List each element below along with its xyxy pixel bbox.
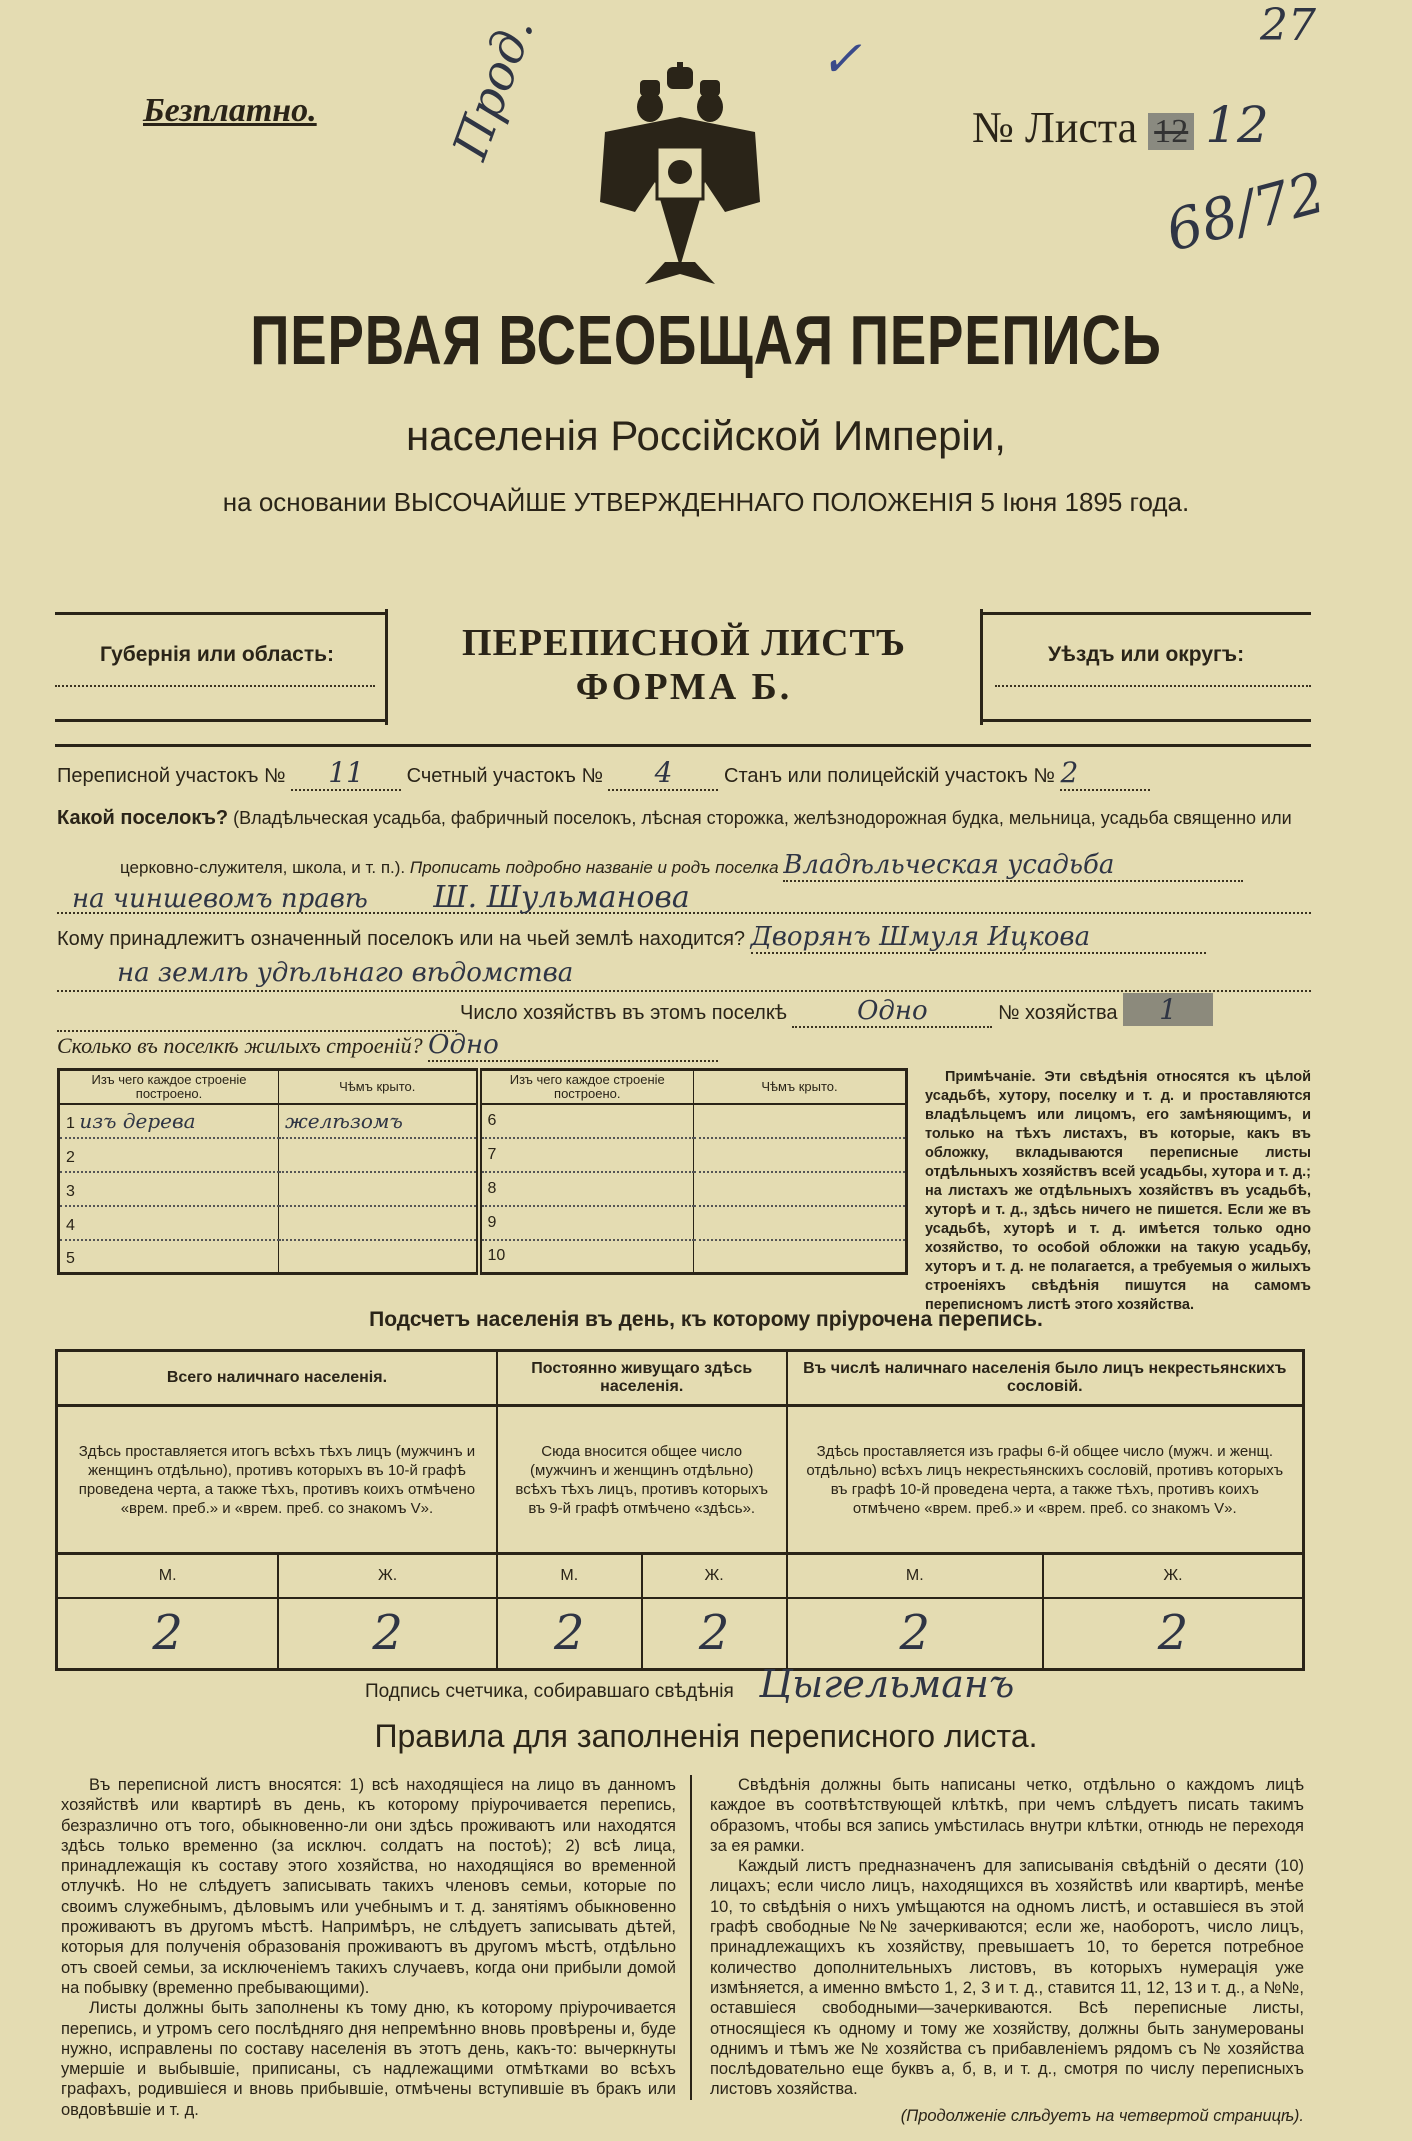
count-col-title: Въ числѣ наличнаго населенія было лицъ некрестьянскихъ сословій. <box>787 1351 1304 1406</box>
divider <box>55 744 1311 747</box>
female-header: Ж. <box>1043 1554 1303 1598</box>
male-count[interactable]: 2 <box>152 1605 183 1662</box>
households-label: Число хозяйствъ въ этомъ поселкѣ <box>460 1002 787 1024</box>
check-mark: ✓ <box>820 30 862 88</box>
material-cell[interactable] <box>59 1240 279 1274</box>
sheet-number-label: № Листа <box>972 103 1138 152</box>
female-count[interactable]: 2 <box>1043 1598 1303 1670</box>
table-row <box>59 1206 907 1240</box>
table-row <box>57 1598 1304 1670</box>
male-count[interactable]: 2 <box>497 1598 642 1670</box>
count-col-desc: Сюда вносится общее число (мужчинъ и женщинъ отдѣльно) всѣхъ тѣхъ лицъ, противъ которыхъ въ 9-й графѣ отмѣчено «здѣсь». <box>497 1406 787 1554</box>
table-row <box>57 1554 1304 1598</box>
row-number: 8 <box>487 1179 497 1197</box>
row-number: 1 <box>66 1114 75 1132</box>
police-district-field[interactable]: 2 <box>1060 756 1150 791</box>
province-field[interactable] <box>55 685 375 687</box>
material-cell[interactable] <box>479 1240 694 1274</box>
district-field[interactable] <box>995 685 1311 687</box>
rules-heading: Правила для заполненія переписного листа. <box>374 1718 1038 1754</box>
col-roof-2: Чѣмъ крыто. <box>694 1070 907 1104</box>
household-number-field[interactable]: 1 <box>1123 993 1213 1026</box>
form-title: ПЕРЕПИСНОЙ ЛИСТЪ <box>462 622 906 664</box>
handwritten-page-number: 27 <box>1260 0 1316 51</box>
table-row <box>59 1104 907 1138</box>
census-district-label: Переписной участокъ № <box>57 765 286 787</box>
row-number: 2 <box>66 1148 75 1166</box>
row-number: 3 <box>66 1182 75 1200</box>
roof-cell[interactable] <box>694 1104 907 1138</box>
roof-cell[interactable] <box>694 1240 907 1274</box>
police-district-label: Станъ или полицейскій участокъ № <box>724 765 1055 787</box>
male-header: М. <box>57 1554 279 1598</box>
district-label: Уѣздъ или округъ: <box>1048 643 1245 666</box>
col-material-2: Изъ чего каждое строеніе построено. <box>479 1070 694 1104</box>
table-row <box>59 1138 907 1172</box>
table-row <box>59 1240 907 1274</box>
continued-note: (Продолженіе слѣдуетъ на четвертой страницѣ). <box>900 2106 1304 2125</box>
material-cell[interactable] <box>479 1104 694 1138</box>
settlement-hint: (Владѣльческая усадьба, фабричный поселокъ, лѣсная сторожка, желѣзнодорожная будка, мельница, усадьба священно или <box>233 808 1292 828</box>
rules-right-column <box>710 1775 1304 2126</box>
roof-cell[interactable]: желѣзомъ <box>279 1104 479 1138</box>
double-headed-eagle-emblem <box>595 62 765 287</box>
roof-cell[interactable] <box>694 1172 907 1206</box>
col-roof: Чѣмъ крыто. <box>279 1070 479 1104</box>
count-heading: Подсчетъ населенія въ день, къ которому пріурочена перепись. <box>369 1308 1043 1331</box>
buildings-field[interactable]: Одно <box>428 1030 718 1062</box>
owner-field-2[interactable]: на землѣ удѣльнаго вѣдомства <box>117 958 574 988</box>
female-header: Ж. <box>278 1554 497 1598</box>
form-number: ФОРМА Б. <box>575 666 793 708</box>
material-cell[interactable] <box>479 1172 694 1206</box>
province-label: Губернія или область: <box>100 643 335 666</box>
buildings-question: Сколько въ поселкѣ жилыхъ строеній? <box>57 1033 423 1058</box>
material-cell[interactable] <box>59 1104 279 1138</box>
rules-left-column <box>61 1775 676 2120</box>
row-number: 9 <box>487 1213 497 1231</box>
signature-field[interactable]: Цыгельманъ <box>759 1662 1015 1706</box>
table-row <box>59 1172 907 1206</box>
count-col-title: Всего наличнаго населенія. <box>57 1351 497 1406</box>
owner-question: Кому принадлежитъ означенный поселокъ или на чьей землѣ находится? <box>57 928 746 950</box>
sheet-number <box>972 96 1269 154</box>
roof-cell[interactable] <box>279 1206 479 1240</box>
row-number: 5 <box>66 1250 75 1268</box>
form-header-box <box>55 612 1311 722</box>
roof-cell[interactable] <box>279 1138 479 1172</box>
owner-field-1[interactable]: Дворянъ Шмуля Ицкова <box>751 922 1206 954</box>
material-value: изъ дерева <box>79 1108 196 1133</box>
male-header: М. <box>787 1554 1043 1598</box>
rules-paragraph: Листы должны быть заполнены къ тому дню, къ которому пріурочивается перепись, и утромъ сего послѣдняго дня непремѣнно вновь провѣрены и, буде нужно, исправлены по составу населенія въ этотъ день, какъ-то: вычеркнуты умершіе и выбывшіе, приписаны, съ надлежащими отмѣтками во всѣхъ графахъ, родившіеся и вновь прибывшіе, отмѣчены вступившіе въ бракъ или овдовѣвшіе и т. д. <box>61 1999 676 2119</box>
settlement-field-1[interactable]: Владѣльческая усадьба <box>783 850 1243 882</box>
row-number: 6 <box>487 1111 497 1129</box>
buildings-table <box>57 1068 908 1275</box>
male-header: М. <box>497 1554 642 1598</box>
household-number-label: № хозяйства <box>997 1002 1118 1024</box>
female-count[interactable]: 2 <box>642 1598 787 1670</box>
settlement-field-3[interactable]: Ш. Шульманова <box>433 880 690 915</box>
roof-cell[interactable] <box>279 1172 479 1206</box>
female-header: Ж. <box>642 1554 787 1598</box>
roof-cell[interactable] <box>694 1206 907 1240</box>
table-row <box>57 1406 1304 1554</box>
free-of-charge-label: Безплатно. <box>143 92 317 129</box>
settlement-hint-2: церковно-служителя, школа, и т. п.). <box>120 858 406 877</box>
row-number: 4 <box>66 1216 75 1234</box>
sheet-number-handwritten: 12 <box>1205 96 1269 154</box>
column-divider <box>690 1775 692 2100</box>
settlement-field-2[interactable]: на чиншевомъ правѣ <box>72 884 368 914</box>
rules-paragraph: Свѣдѣнія должны быть написаны четко, отдѣльно о каждомъ лицѣ каждое въ соотвѣтствующей клѣткѣ, при чемъ слѣдуетъ писать такимъ образомъ, чтобы вся запись умѣстилась внутри клѣтки, отнюдь не переходя за ея рамки. <box>710 1776 1304 1855</box>
form-title-panel <box>385 609 983 725</box>
sheet-number-struck: 12 <box>1148 113 1194 150</box>
count-col-title: Постоянно живущаго здѣсь населенія. <box>497 1351 787 1406</box>
handwritten-side-note: 68/72 <box>1159 160 1333 265</box>
settlement-question: Какой поселокъ? <box>57 807 229 829</box>
count-district-field[interactable]: 4 <box>608 756 718 791</box>
page-title: ПЕРВАЯ ВСЕОБЩАЯ ПЕРЕПИСЬ <box>250 301 1162 379</box>
male-count[interactable]: 2 <box>787 1598 1043 1670</box>
settlement-instruction: Прописать подробно названіе и родъ поселка <box>409 858 779 877</box>
material-cell[interactable] <box>479 1206 694 1240</box>
material-cell[interactable] <box>59 1138 279 1172</box>
count-col-desc: Здѣсь проставляется изъ графы 6-й общее число (мужч. и женщ. отдѣльно) всѣхъ лицъ некрестьянскихъ сословій, противъ которыхъ въ графѣ 10-й проведена черта, а также тѣхъ, противъ коихъ отмѣчено «врем. преб.» и «врем. преб. со знакомъ V». <box>787 1406 1304 1554</box>
roof-cell[interactable] <box>694 1138 907 1172</box>
households-field[interactable]: Одно <box>792 996 992 1028</box>
material-cell[interactable] <box>59 1206 279 1240</box>
material-cell[interactable] <box>59 1172 279 1206</box>
row-number: 10 <box>487 1247 506 1265</box>
col-material: Изъ чего каждое строеніе построено. <box>59 1070 279 1104</box>
signature-label: Подпись счетчика, собиравшаго свѣдѣнія <box>365 1681 734 1702</box>
rules-paragraph: Въ переписной листъ вносятся: 1) всѣ находящіеся на лицо въ данномъ хозяйствѣ или квартирѣ въ день, къ которому пріурочивается перепись, безразлично отъ того, обыкновенно-ли они здѣсь проживаютъ или находятся здѣсь только временно (за исключ. солдатъ на постоѣ); 2) всѣ лица, принадлежащія къ составу этого хозяйства, но находящіяся во временной отлучкѣ. Но не слѣдуетъ записывать такихъ членовъ семьи, которые по своимъ служебнымъ, дѣловымъ или учебнымъ и т. д. занятіямъ обыкновенно проживаютъ въ другомъ мѣстѣ. Напримѣръ, не слѣдуетъ записывать дѣтей, которыя для полученія образованія проживаютъ въ другомъ мѣстѣ, отдѣльно отъ своей семьи, за исключеніемъ такихъ случаевъ, когда они прибыли домой на побывку (временно пребывающими). <box>61 1776 676 1997</box>
material-cell[interactable] <box>479 1138 694 1172</box>
census-district-field[interactable]: 11 <box>291 756 401 791</box>
roof-cell[interactable] <box>279 1240 479 1274</box>
rules-paragraph: Каждый листъ предназначенъ для записыванія свѣдѣній о десяти (10) лицахъ; если число лицъ, находящихся въ хозяйствѣ или квартирѣ, менѣе 10, то свѣдѣнія о нихъ умѣщаются на одномъ листѣ, и оставшіеся въ этой графѣ свободные №№ зачеркиваются; если же, наоборотъ, число лицъ, принадлежащихъ къ хозяйству, превышаетъ 10, то берется потребное количество дополнительныхъ листовъ, въ которыхъ нумерація уже измѣняется, а именно вмѣсто 1, 2, 3 и т. д., ставится 11, 12, 13 и т. д., а №№, оставшіеся свободными—зачеркиваются. Всѣ переписные листы, относящіеся къ одному и тому же хозяйству, должны быть занумерованы однимъ и тѣмъ же № хозяйства съ прибавленіемъ рядомъ съ № хозяйства послѣдовательно еще буквъ а, б, в, и т. д., смотря по числу переписныхъ листовъ хозяйства. <box>710 1857 1304 2099</box>
count-district-label: Счетный участокъ № <box>406 765 603 787</box>
female-count[interactable]: 2 <box>278 1598 497 1670</box>
note-text: Примѣчаніе. Эти свѣдѣнія относятся къ цѣлой усадьбѣ, хутору, поселку и т. д. и проставляются владѣльцемъ или лицомъ, его замѣняющимъ, и только на тѣхъ листахъ, въ которые, какъ въ обложку, вкладываются переписные листы отдѣльныхъ хозяйствъ всей усадьбы, хутора и т. д.; на листахъ же отдѣльныхъ хозяйствъ въ усадьбѣ, хуторѣ и т. д., здѣсь ничего не пишется. Если же въ усадьбѣ, хуторѣ и т. д. имѣется только одно хозяйство, то особой обложки на такую усадьбу, хуторъ и т. д. не полагается, а требуемыя о жилыхъ строеніяхъ свѣдѣнія пишутся на самомъ переписномъ листѣ этого хозяйства. <box>925 1069 1311 1313</box>
population-count-table <box>55 1349 1305 1671</box>
page-subtitle: населенія Россійской Имперіи, <box>406 412 1006 459</box>
row-number: 7 <box>487 1145 497 1163</box>
count-col-desc: Здѣсь проставляется итогъ всѣхъ тѣхъ лицъ (мужчинъ и женщинъ отдѣльно), противъ которыхъ въ 10-й графѣ проведена черта, а также тѣхъ, противъ коихъ отмѣчено «врем. преб.» и «врем. преб. со знакомъ V». <box>57 1406 497 1554</box>
legal-basis: на основании ВЫСОЧАЙШЕ УТВЕРЖДЕННАГО ПОЛОЖЕНІЯ 5 Іюня 1895 года. <box>222 487 1190 517</box>
table-row <box>57 1351 1304 1406</box>
handwritten-note-left: Прод. <box>442 9 546 167</box>
signature-row <box>365 1662 1014 1706</box>
